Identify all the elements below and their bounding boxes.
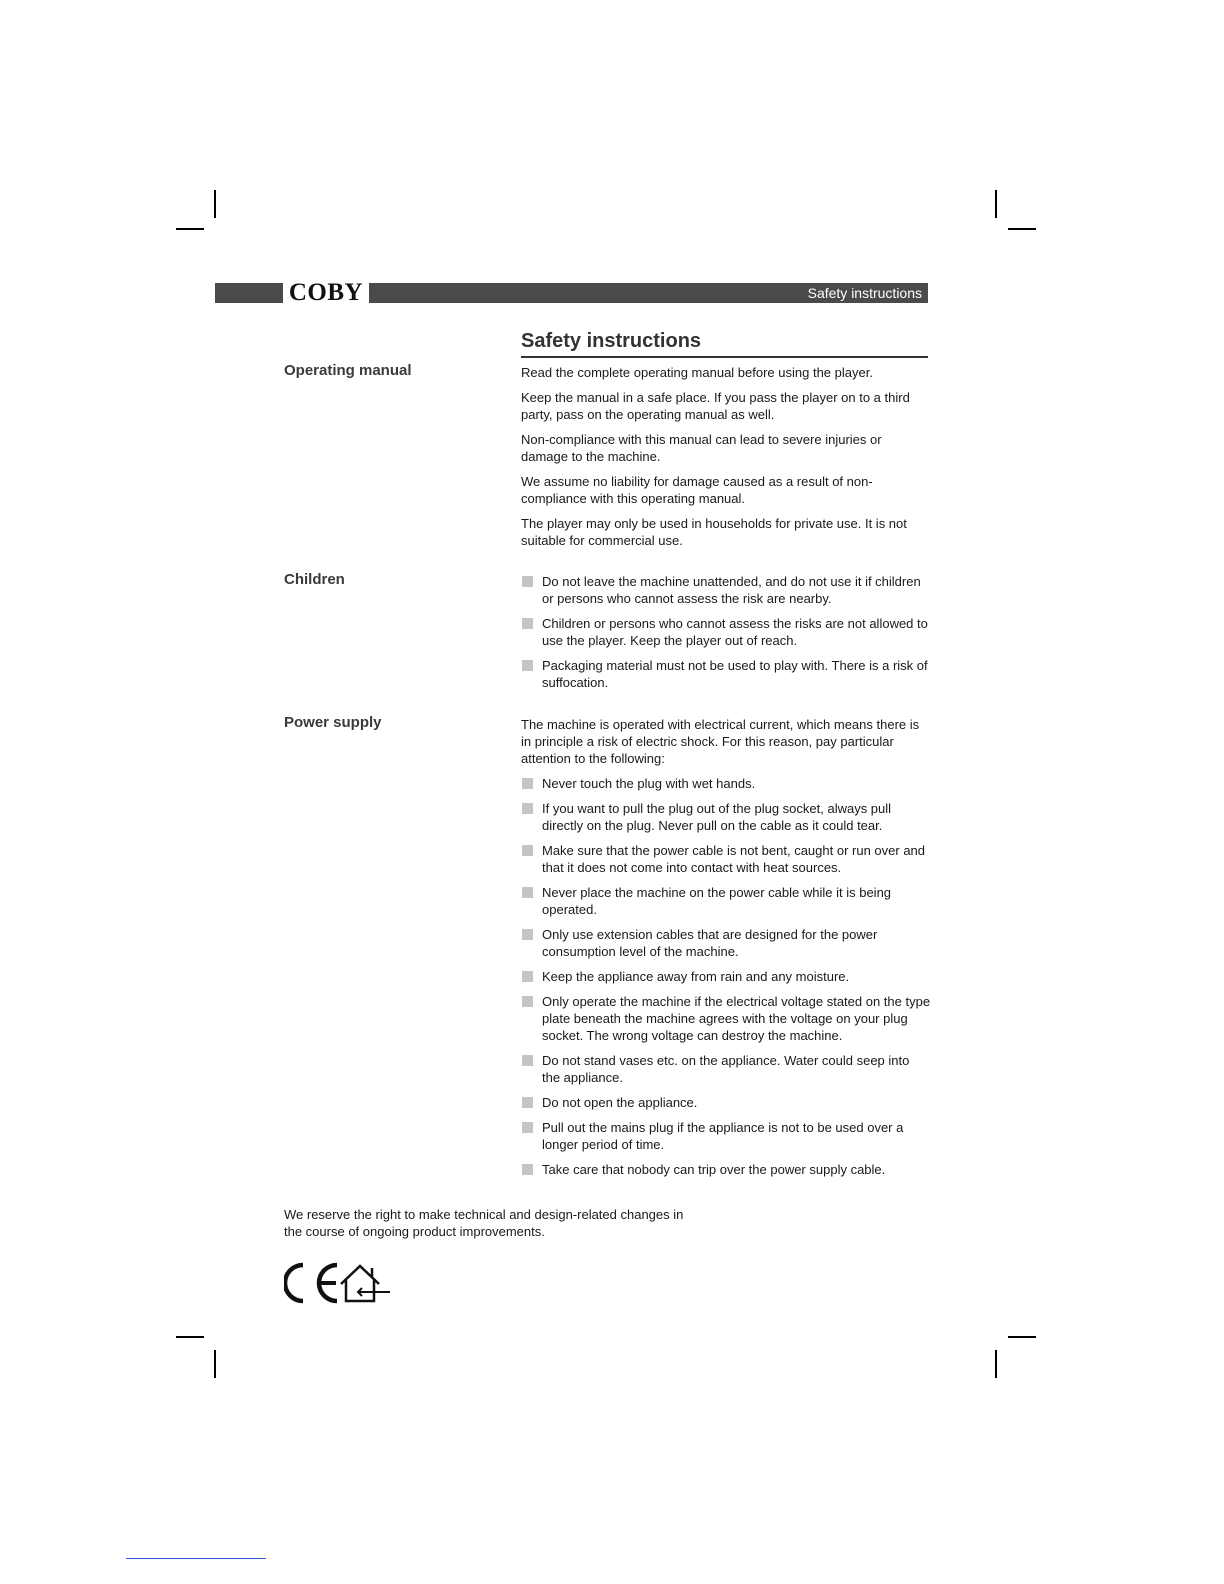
list-item-text: Take care that nobody can trip over the power supply cable. (542, 1162, 886, 1177)
list-item (521, 1119, 931, 1153)
list-item-text: Do not stand vases etc. on the appliance. Water could seep into the appliance. (542, 1053, 910, 1085)
bullet-list (521, 775, 931, 1178)
crop-mark (214, 190, 216, 218)
section-label-operating-manual: Operating manual (284, 362, 412, 379)
square-bullet-icon (522, 803, 533, 814)
crop-mark (1008, 228, 1036, 230)
list-item (521, 1052, 931, 1086)
brand-logo-text: COBY (288, 279, 364, 306)
square-bullet-icon (522, 1122, 533, 1133)
list-item (521, 1161, 931, 1178)
square-bullet-icon (522, 1055, 533, 1066)
list-item (521, 993, 931, 1044)
square-bullet-icon (522, 996, 533, 1007)
list-item (521, 657, 931, 691)
bottom-underline (126, 1558, 266, 1559)
list-item-text: Pull out the mains plug if the appliance is not to be used over a longer period of time. (542, 1120, 904, 1152)
list-item-text: Do not leave the machine unattended, and do not use it if children or persons who cannot assess the risk are nearby. (542, 574, 921, 606)
list-item (521, 926, 931, 960)
crop-mark (176, 1336, 204, 1338)
list-item-text: If you want to pull the plug out of the plug socket, always pull directly on the plug. Never pull on the cable as it could tear. (542, 801, 892, 833)
section-operating-manual (521, 364, 931, 557)
list-item-text: Make sure that the power cable is not bent, caught or run over and that it does not come into contact with heat sources. (542, 843, 926, 875)
brand-logo (283, 279, 369, 307)
section-children (521, 573, 931, 699)
paragraph: We assume no liability for damage caused as a result of non-compliance with this operating manual. (521, 474, 873, 506)
paragraph: The machine is operated with electrical current, which means there is in principle a risk of electric shock. For this reason, pay particular attention to the following: (521, 717, 920, 766)
list-item-text: Never place the machine on the power cable while it is being operated. (542, 885, 892, 917)
header-bar (215, 279, 928, 306)
square-bullet-icon (522, 845, 533, 856)
list-item (521, 842, 931, 876)
list-item-text: Keep the appliance away from rain and any moisture. (542, 969, 850, 984)
square-bullet-icon (522, 618, 533, 629)
crop-mark (1008, 1336, 1036, 1338)
list-item-text: Children or persons who cannot assess the risks are not allowed to use the player. Keep the player out of reach. (542, 616, 928, 648)
list-item-text: Do not open the appliance. (542, 1095, 698, 1110)
square-bullet-icon (522, 1097, 533, 1108)
square-bullet-icon (522, 929, 533, 940)
section-power-supply (521, 716, 931, 1186)
list-item (521, 884, 931, 918)
list-item (521, 573, 931, 607)
list-item-text: Only use extension cables that are designed for the power consumption level of the machine. (542, 927, 878, 959)
header-section-title: Safety instructions (807, 285, 922, 301)
paragraph: Keep the manual in a safe place. If you pass the player on to a third party, pass on the operating manual as well. (521, 390, 910, 422)
crop-mark (214, 1350, 216, 1378)
square-bullet-icon (522, 576, 533, 587)
section-label-children: Children (284, 571, 345, 588)
paragraph: Non-compliance with this manual can lead to severe injuries or damage to the machine. (521, 432, 882, 464)
house-icon (341, 1266, 390, 1301)
square-bullet-icon (522, 971, 533, 982)
page-title: Safety instructions (521, 330, 928, 358)
paragraph: Read the complete operating manual before using the player. (521, 365, 873, 380)
crop-mark (995, 1350, 997, 1378)
list-item-text: Never touch the plug with wet hands. (542, 776, 756, 791)
certification-marks (284, 1262, 396, 1309)
crop-mark (176, 228, 204, 230)
footer-note: We reserve the right to make technical and design-related changes in the course of ongoing product improvements. (284, 1207, 684, 1239)
square-bullet-icon (522, 778, 533, 789)
bullet-list (521, 573, 931, 691)
paragraph: The player may only be used in households for private use. It is not suitable for commercial use. (521, 516, 907, 548)
list-item (521, 968, 931, 985)
list-item (521, 1094, 931, 1111)
section-label-power-supply: Power supply (284, 714, 382, 731)
square-bullet-icon (522, 660, 533, 671)
list-item-text: Packaging material must not be used to play with. There is a risk of suffocation. (542, 658, 928, 690)
ce-mark-icon (284, 1262, 396, 1304)
list-item (521, 615, 931, 649)
list-item (521, 775, 931, 792)
square-bullet-icon (522, 1164, 533, 1175)
square-bullet-icon (522, 887, 533, 898)
list-item (521, 800, 931, 834)
crop-mark (995, 190, 997, 218)
list-item-text: Only operate the machine if the electrical voltage stated on the type plate beneath the machine agrees with the voltage on your plug socket. The wrong voltage can destroy the machine. (542, 994, 931, 1043)
